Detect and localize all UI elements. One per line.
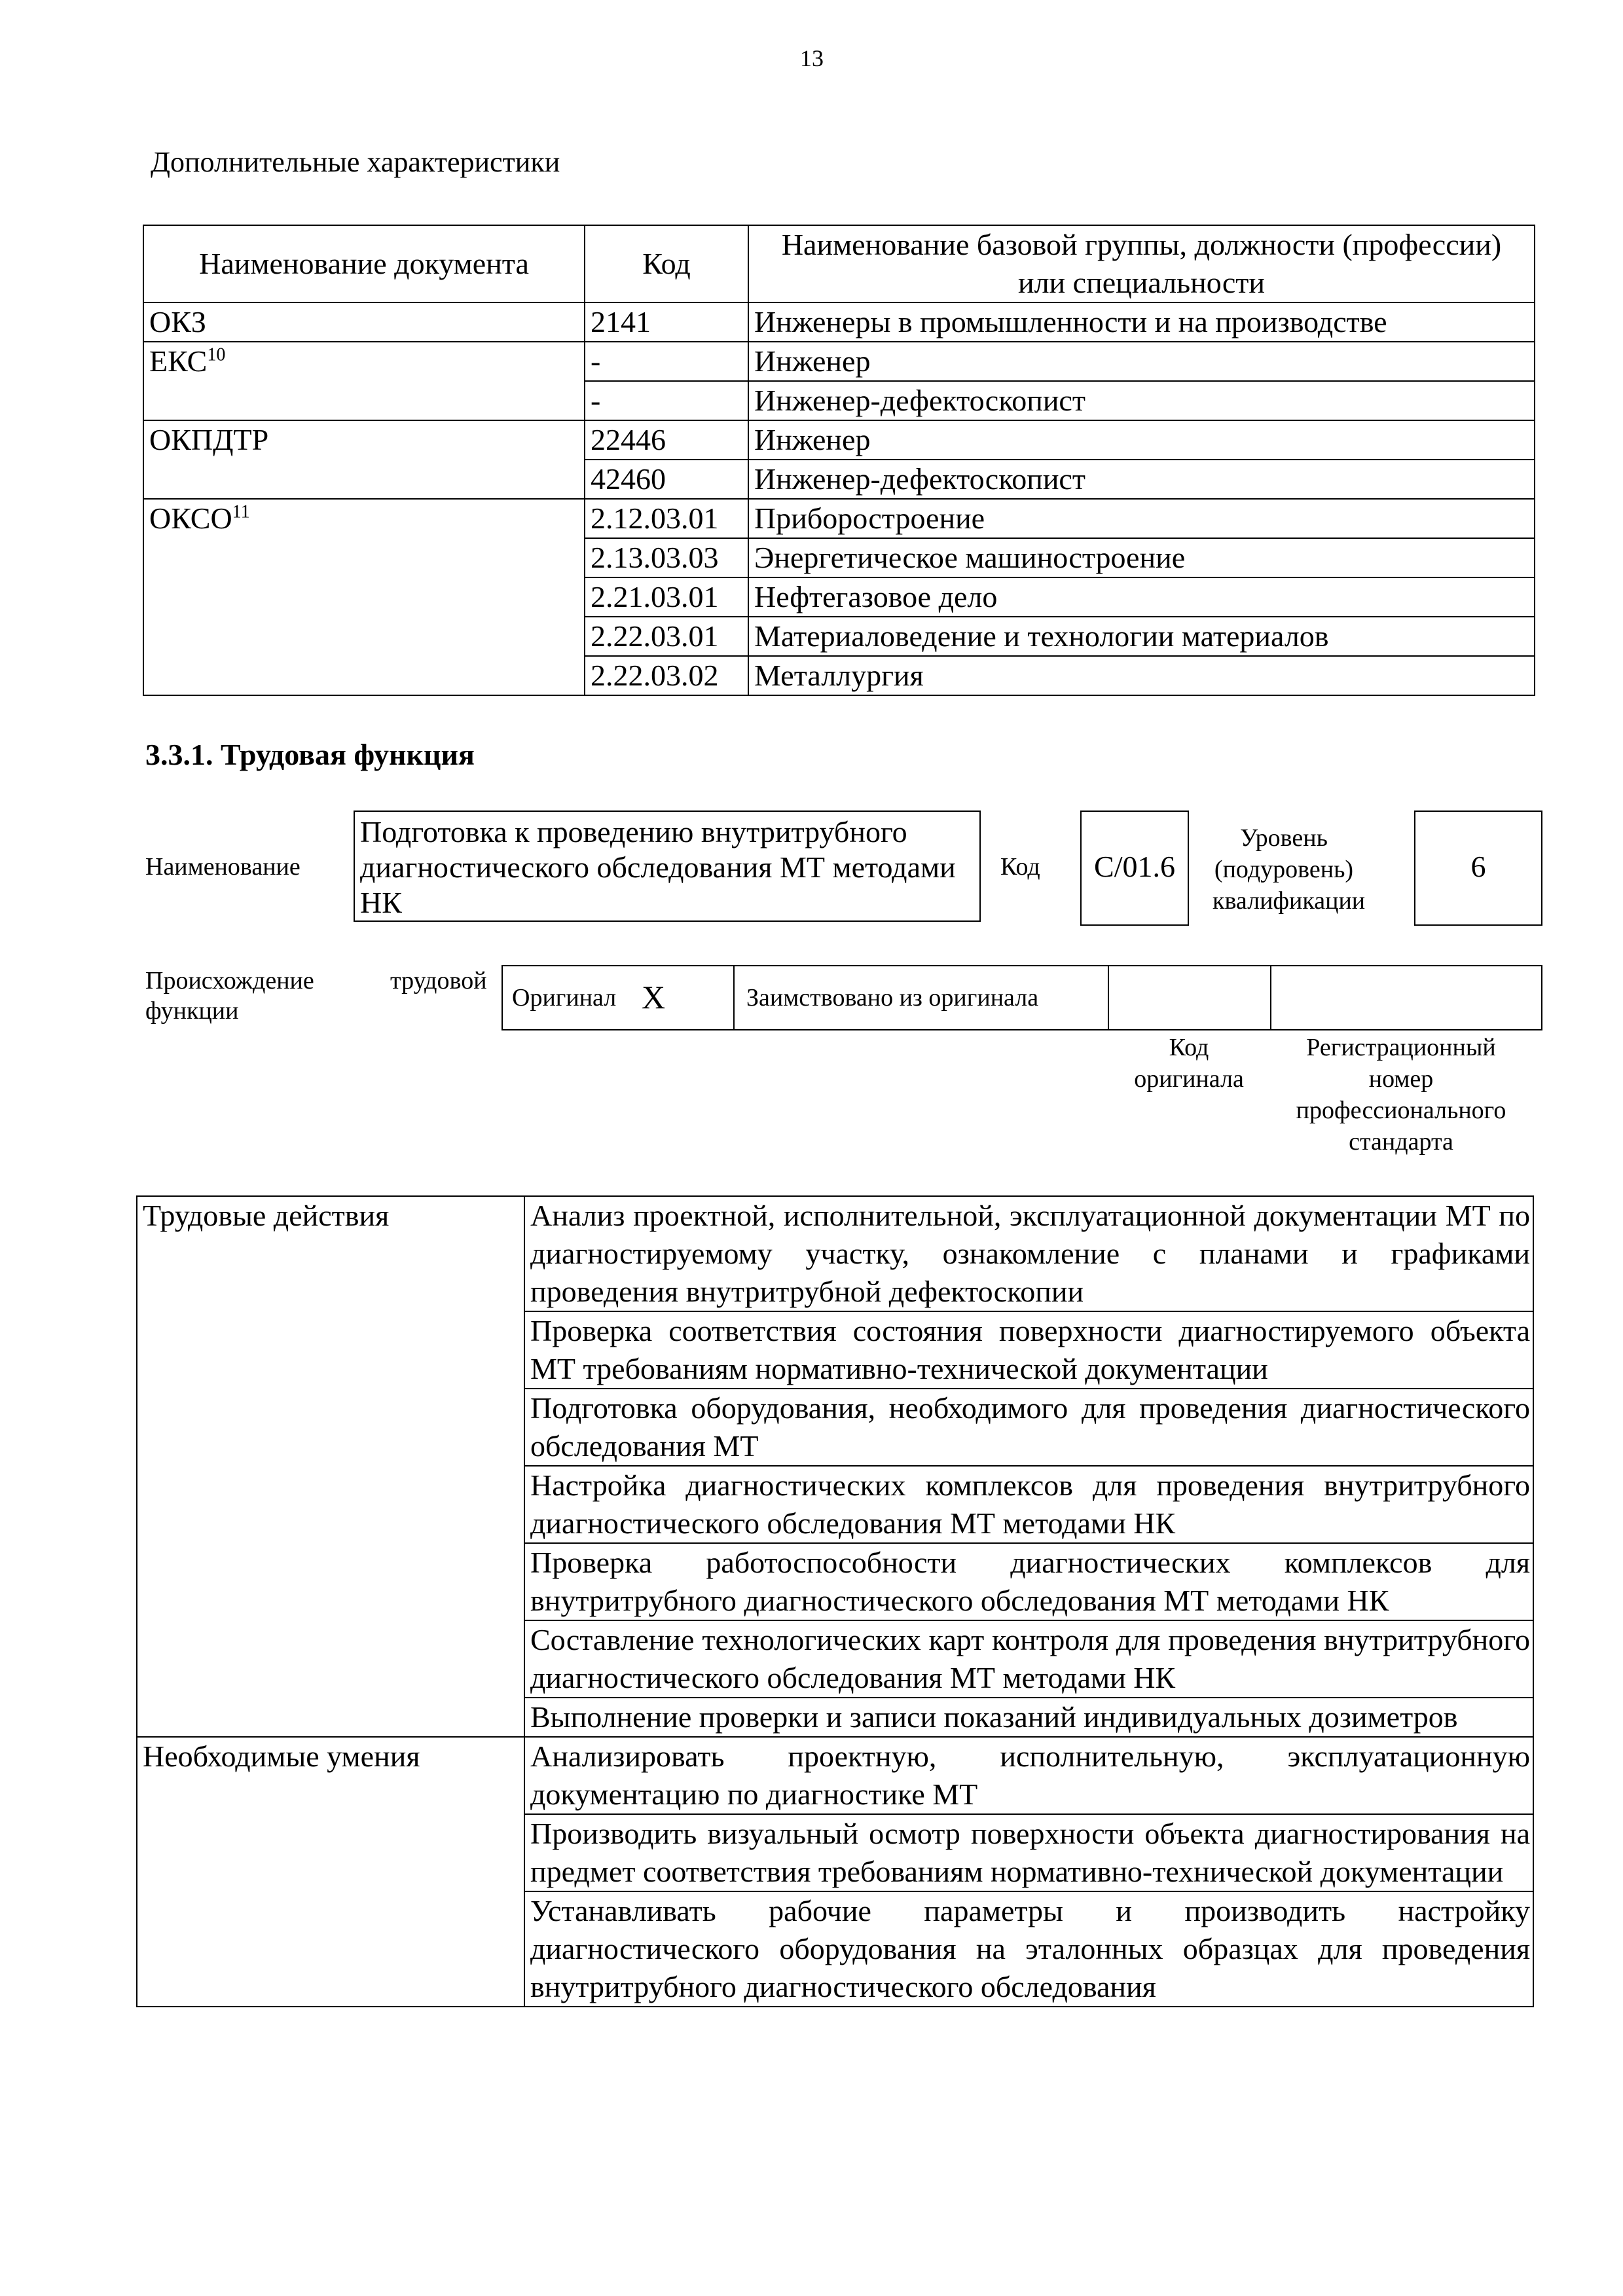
- list-item: Производить визуальный осмотр поверхности объекта диагностирования на предмет соответствия требованиям нормативно-технической документации: [524, 1814, 1533, 1891]
- table-row: [137, 1196, 1533, 1311]
- reg-number-caption: Регистрационный номер профессионального стандарта: [1296, 1034, 1506, 1156]
- footnote-mark: 10: [207, 344, 226, 365]
- code-cell: 2.12.03.01: [585, 499, 748, 538]
- table-row: [137, 1737, 1533, 1814]
- name-cell: Инженер: [748, 342, 1535, 381]
- name-cell: Металлургия: [748, 656, 1535, 695]
- list-item: Анализ проектной, исполнительной, эксплуатационной документации МТ по диагностируемому участку, ознакомление с планами и графиками проведения внутритрубной дефектоскопии: [524, 1196, 1533, 1311]
- table-row: [143, 302, 1535, 342]
- doc-cell: ЕКС$^{10}$: [143, 342, 585, 420]
- code-cell: 22446: [585, 420, 748, 460]
- code-cell: 2.13.03.03: [585, 538, 748, 577]
- page-number: 13: [800, 45, 824, 71]
- original-label: Оригинал: [512, 984, 617, 1011]
- name-cell: Приборостроение: [748, 499, 1535, 538]
- doc-cell: ОКЗ: [143, 302, 585, 342]
- header-group-name: Наименование базовой группы, должности (профессии) или специальности: [748, 225, 1535, 302]
- list-item: Устанавливать рабочие параметры и производить настройку диагностического оборудования на эталонных образцах для проведения внутритрубного диагностического обследования: [524, 1891, 1533, 2007]
- additional-characteristics-title: Дополнительные характеристики: [151, 146, 560, 178]
- origin-label-2: трудовой: [390, 967, 487, 994]
- code-cell: 2.22.03.01: [585, 617, 748, 656]
- footnote-mark: 11: [232, 501, 250, 522]
- reg-number-cell: [1270, 966, 1541, 1029]
- code-original-caption: Код оригинала: [1134, 1034, 1244, 1093]
- code-original-cell: [1108, 966, 1271, 1029]
- name-cell: Инженер: [748, 420, 1535, 460]
- section-label: Трудовые действия: [137, 1196, 524, 1737]
- origin-table: [501, 965, 1542, 1030]
- doc-cell: ОКСО$^{11}$: [143, 499, 585, 695]
- function-code-box: C/01.6: [1080, 811, 1189, 926]
- list-item: Проверка работоспособности диагностических комплексов для внутритрубного диагностического обследования МТ методами НК: [524, 1543, 1533, 1620]
- name-cell: Энергетическое машиностроение: [748, 538, 1535, 577]
- list-item: Выполнение проверки и записи показаний индивидуальных дозиметров: [524, 1698, 1533, 1737]
- code-cell: 2141: [585, 302, 748, 342]
- original-cell: [503, 966, 735, 1029]
- additional-characteristics-table: [143, 225, 1535, 696]
- section-title: 3.3.1. Трудовая функция: [145, 738, 475, 771]
- list-item: Составление технологических карт контроля для проведения внутритрубного диагностического обследования МТ методами НК: [524, 1620, 1533, 1698]
- name-label: Наименование: [145, 853, 301, 881]
- borrowed-label: Заимствовано из оригинала: [746, 984, 1039, 1011]
- name-cell: Инженер-дефектоскопист: [748, 460, 1535, 499]
- labor-actions-table: [136, 1195, 1534, 2007]
- code-cell: -: [585, 342, 748, 381]
- table-row: [143, 499, 1535, 538]
- origin-label-3: функции: [145, 997, 239, 1025]
- original-mark: X: [642, 979, 666, 1015]
- code-label: Код: [1000, 853, 1040, 881]
- table-row: [143, 420, 1535, 460]
- code-cell: 2.22.03.02: [585, 656, 748, 695]
- doc-cell: ОКПДТР: [143, 420, 585, 499]
- list-item: Настройка диагностических комплексов для проведения внутритрубного диагностического обследования МТ методами НК: [524, 1466, 1533, 1543]
- list-item: Проверка соответствия состояния поверхности диагностируемого объекта МТ требованиям нормативно-технической документации: [524, 1311, 1533, 1389]
- list-item: Анализировать проектную, исполнительную, эксплуатационную документацию по диагностике МТ: [524, 1737, 1533, 1814]
- name-cell: Нефтегазовое дело: [748, 577, 1535, 617]
- name-cell: Материаловедение и технологии материалов: [748, 617, 1535, 656]
- header-document: Наименование документа: [143, 225, 585, 302]
- header-code: Код: [585, 225, 748, 302]
- name-cell: Инженеры в промышленности и на производстве: [748, 302, 1535, 342]
- table-row: [143, 342, 1535, 381]
- function-name-box: Подготовка к проведению внутритрубного диагностического обследования МТ методами НК: [354, 811, 981, 922]
- code-cell: 42460: [585, 460, 748, 499]
- section-label: Необходимые умения: [137, 1737, 524, 2007]
- borrowed-cell: [733, 966, 1109, 1029]
- list-item: Подготовка оборудования, необходимого для проведения диагностического обследования МТ: [524, 1389, 1533, 1466]
- code-cell: -: [585, 381, 748, 420]
- table-header-row: [143, 225, 1535, 302]
- code-cell: 2.21.03.01: [585, 577, 748, 617]
- qualification-level-box: 6: [1414, 811, 1542, 926]
- qualification-level-label: Уровень (подуровень) квалификации: [1213, 824, 1366, 915]
- origin-label: Происхождение: [145, 967, 314, 994]
- name-cell: Инженер-дефектоскопист: [748, 381, 1535, 420]
